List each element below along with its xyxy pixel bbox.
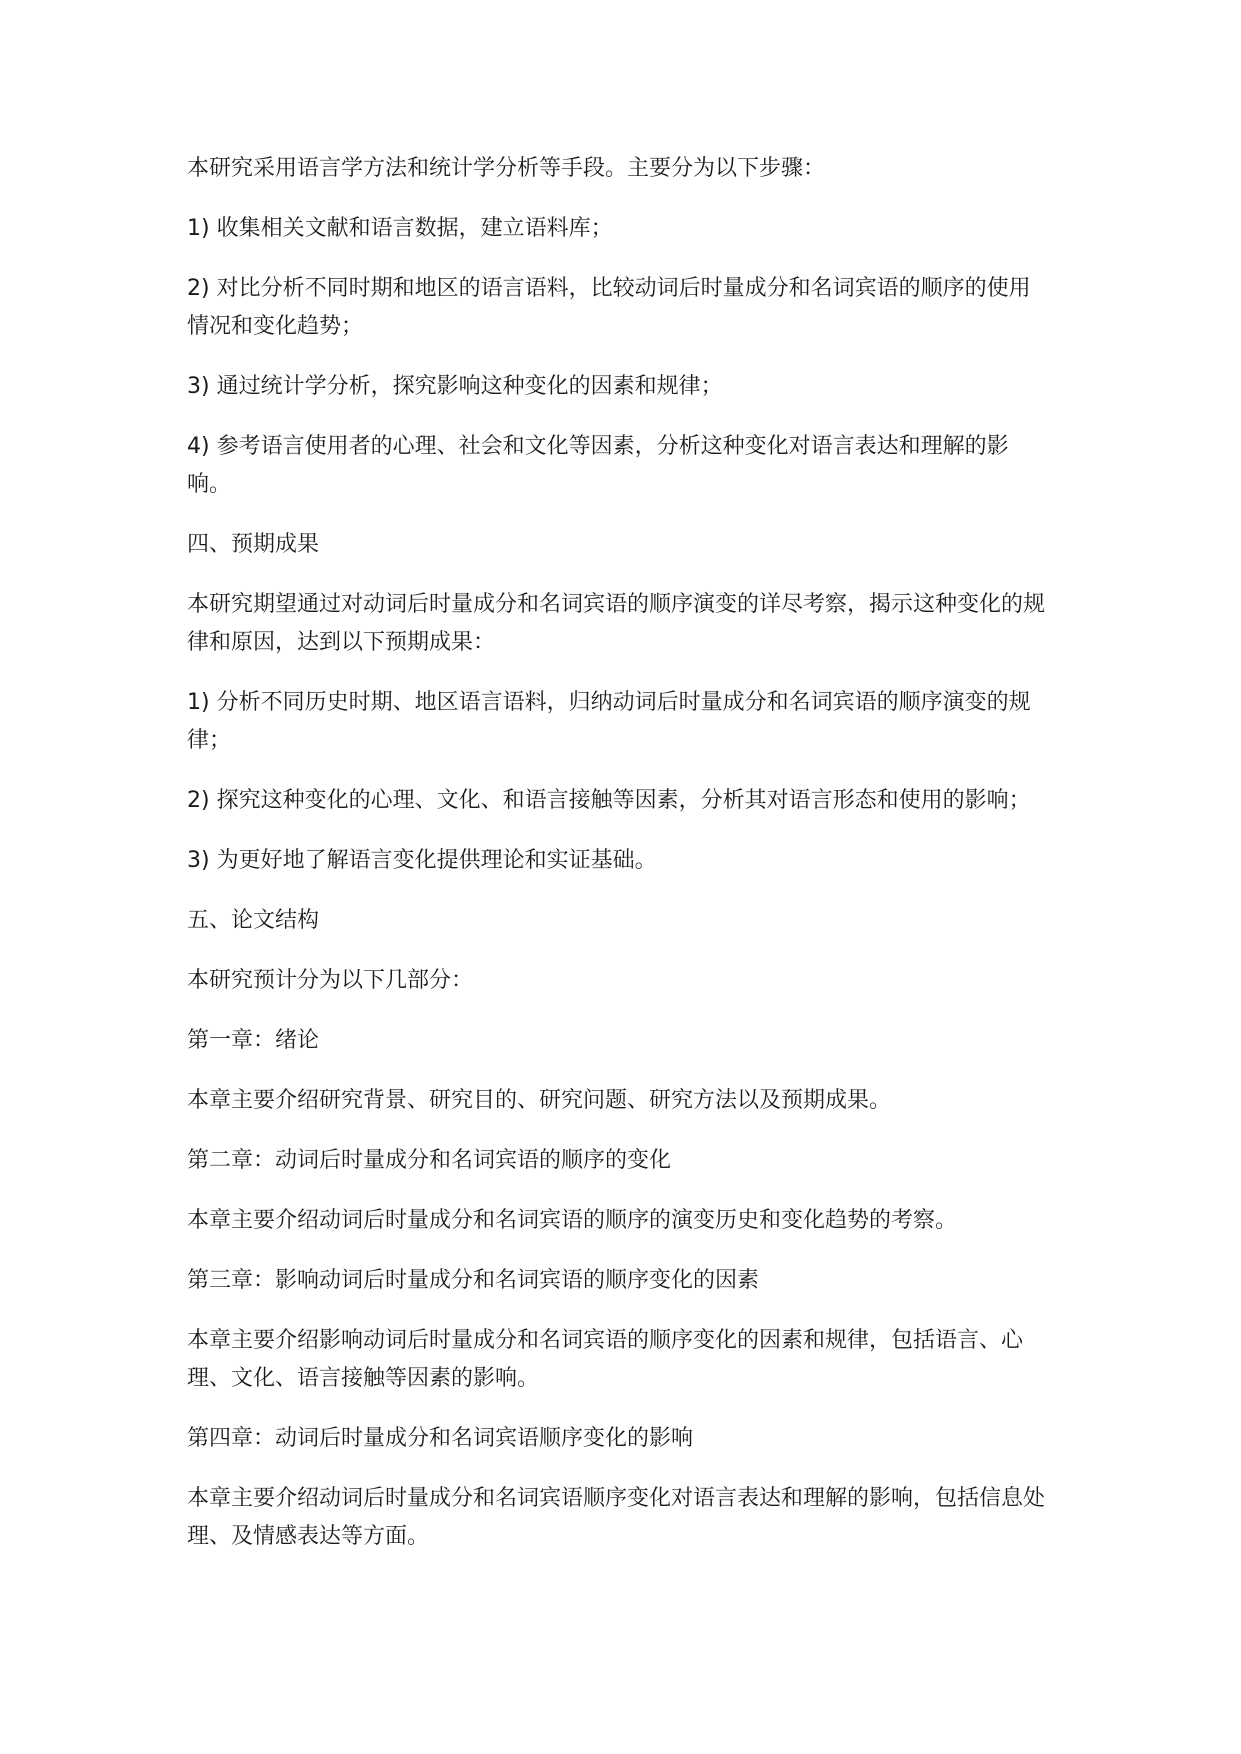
section-4-heading: 四、预期成果 xyxy=(187,532,320,557)
method-step-2: 2) 对比分析不同时期和地区的语言语料，比较动词后时量成分和名词宾语的顺序的使用情况和变化趋势； xyxy=(187,276,1031,339)
method-intro: 本研究采用语言学方法和统计学分析等手段。主要分为以下步骤： xyxy=(187,156,826,181)
chapter-1-desc: 本章主要介绍研究背景、研究目的、研究问题、研究方法以及预期成果。 xyxy=(187,1088,892,1113)
chapter-2-title: 第二章：动词后时量成分和名词宾语的顺序的变化 xyxy=(187,1148,672,1173)
chapter-4-desc: 本章主要介绍动词后时量成分和名词宾语顺序变化对语言表达和理解的影响，包括信息处理、及情感表达等方面。 xyxy=(187,1486,1046,1549)
chapter-3-title: 第三章：影响动词后时量成分和名词宾语的顺序变化的因素 xyxy=(187,1268,760,1293)
method-step-3: 3) 通过统计学分析，探究影响这种变化的因素和规律； xyxy=(187,374,723,399)
chapter-2-desc: 本章主要介绍动词后时量成分和名词宾语的顺序的演变历史和变化趋势的考察。 xyxy=(187,1208,958,1233)
structure-intro: 本研究预计分为以下几部分： xyxy=(187,968,474,993)
outcome-intro: 本研究期望通过对动词后时量成分和名词宾语的顺序演变的详尽考察，揭示这种变化的规律和原因，达到以下预期成果： xyxy=(187,592,1046,655)
section-5-heading: 五、论文结构 xyxy=(187,908,320,933)
document-body xyxy=(187,150,1087,1578)
chapter-4-title: 第四章：动词后时量成分和名词宾语顺序变化的影响 xyxy=(187,1426,694,1451)
method-step-1: 1) 收集相关文献和语言数据，建立语料库； xyxy=(187,216,613,241)
outcome-2: 2) 探究这种变化的心理、文化、和语言接触等因素，分析其对语言形态和使用的影响； xyxy=(187,788,1031,813)
chapter-1-title: 第一章：绪论 xyxy=(187,1028,320,1053)
outcome-3: 3) 为更好地了解语言变化提供理论和实证基础。 xyxy=(187,848,657,873)
chapter-3-desc: 本章主要介绍影响动词后时量成分和名词宾语的顺序变化的因素和规律，包括语言、心理、文化、语言接触等因素的影响。 xyxy=(187,1328,1024,1391)
outcome-1: 1) 分析不同历史时期、地区语言语料，归纳动词后时量成分和名词宾语的顺序演变的规律； xyxy=(187,690,1031,753)
method-step-4: 4) 参考语言使用者的心理、社会和文化等因素，分析这种变化对语言表达和理解的影响。 xyxy=(187,434,1009,497)
